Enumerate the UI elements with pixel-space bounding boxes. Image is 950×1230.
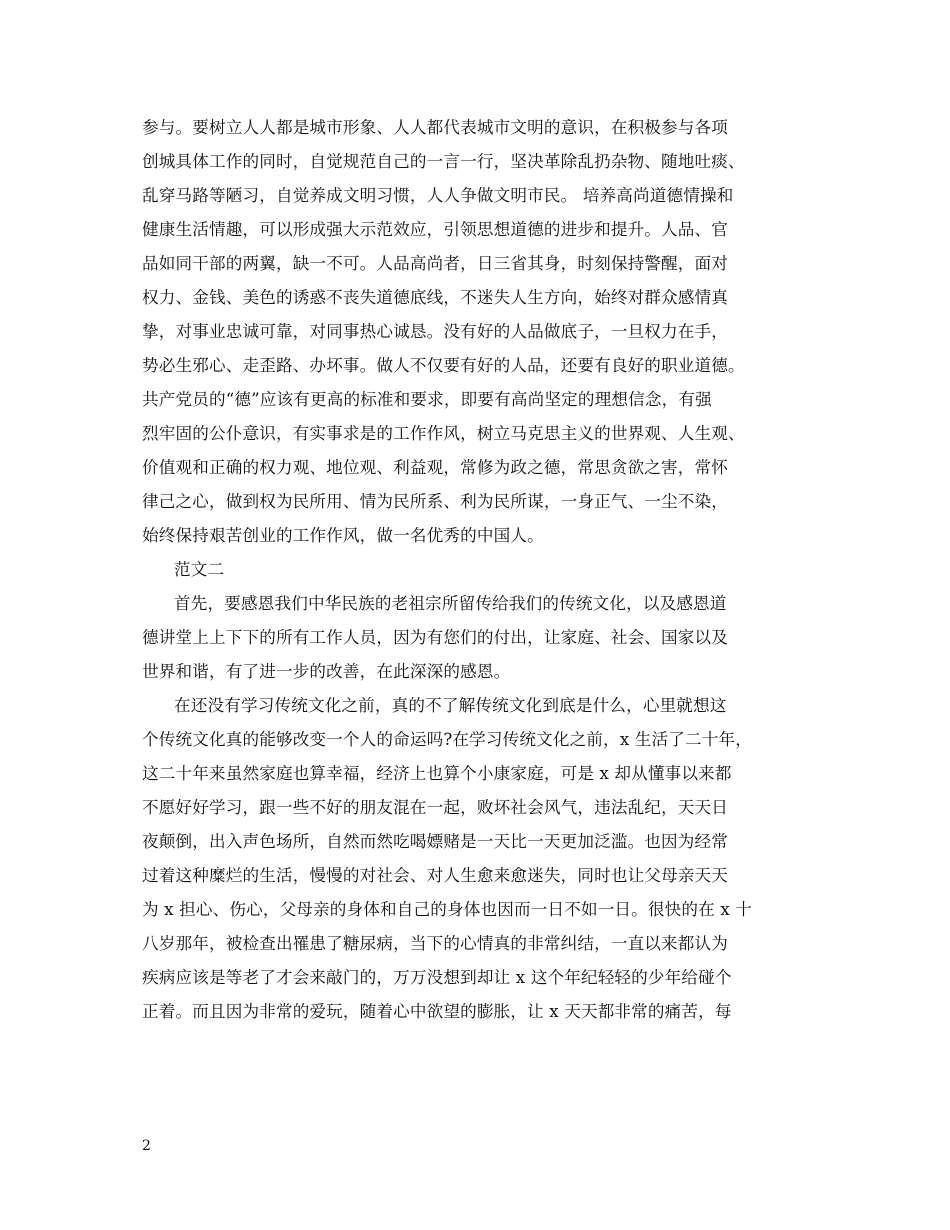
text-line: 世界和谐，有了进一步的改善，在此深深的感恩。 [142, 662, 511, 681]
text-line: 德讲堂上上下下的所有工作人员，因为有您们的付出，让家庭、社会、国家以及 [142, 628, 729, 647]
text-line: 为 x 担心、伤心，父母亲的身体和自己的身体也因而一日不如一日。很快的在 x 十 [142, 900, 753, 919]
text-line: 个传统文化真的能够改变一个人的命运吗?在学习传统文化之前，x 生活了二十年， [142, 730, 753, 749]
text-line: 烈牢固的公仆意识，有实事求是的工作作风，树立马克思主义的世界观、人生观、 [142, 424, 745, 443]
text-line: 势必生邪心、走歪路、办坏事。做人不仅要有好的人品，还要有良好的职业道德。 [142, 356, 745, 375]
text-line: 八岁那年，被检查出罹患了糖尿病，当下的心情真的非常纠结，一直以来都认为 [142, 934, 729, 953]
text-line: 在还没有学习传统文化之前，真的不了解传统文化到底是什么，心里就想这 [174, 696, 727, 715]
text-line: 疾病应该是等老了才会来敲门的，万万没想到却让 x 这个年纪轻轻的少年给碰个 [142, 968, 732, 987]
text-line: 共产党员的“德”应该有更高的标准和要求，即要有高尚坚定的理想信念，有强 [142, 390, 712, 409]
page-number: 2 [142, 1138, 151, 1154]
text-line: 过着这种糜烂的生活，慢慢的对社会、对人生愈来愈迷失，同时也让父母亲天天 [142, 866, 729, 885]
text-line: 首先，要感恩我们中华民族的老祖宗所留传给我们的传统文化，以及感恩道 [174, 594, 727, 613]
text-line: 价值观和正确的权力观、地位观、利益观，常修为政之德，常思贪欲之害，常怀 [142, 458, 729, 477]
text-line: 参与。要树立人人都是城市形象、人人都代表城市文明的意识，在积极参与各项 [142, 118, 729, 137]
text-line: 始终保持艰苦创业的工作作风，做一名优秀的中国人。 [142, 526, 544, 545]
text-line: 范文二 [174, 560, 225, 579]
text-line: 正着。而且因为非常的爱玩，随着心中欲望的膨胀，让 x 天天都非常的痛苦，每 [142, 1002, 732, 1021]
text-line: 夜颠倒，出入声色场所，自然而然吃喝嫖赌是一天比一天更加泛滥。也因为经常 [142, 832, 729, 851]
body-text [142, 111, 828, 1029]
text-line: 乱穿马路等陋习，自觉养成文明习惯，人人争做文明市民。 培养高尚道德情操和 [142, 186, 734, 205]
text-line: 这二十年来虽然家庭也算幸福，经济上也算个小康家庭，可是 x 却从懂事以来都 [142, 764, 732, 783]
text-line: 品如同干部的两翼，缺一不可。人品高尚者，日三省其身，时刻保持警醒，面对 [142, 254, 729, 273]
text-line: 健康生活情趣，可以形成强大示范效应，引领思想道德的进步和提升。人品、官 [142, 220, 729, 239]
text-line: 不愿好好学习，跟一些不好的朋友混在一起，败坏社会风气，违法乱纪，天天日 [142, 798, 729, 817]
text-line: 创城具体工作的同时，自觉规范自己的一言一行，坚决革除乱扔杂物、随地吐痰、 [142, 152, 745, 171]
text-line: 挚，对事业忠诚可靠，对同事热心诚恳。没有好的人品做底子，一旦权力在手， [142, 322, 729, 341]
text-line: 权力、金钱、美色的诱惑不丧失道德底线，不迷失人生方向，始终对群众感情真 [142, 288, 729, 307]
text-line: 律己之心，做到权为民所用、情为民所系、利为民所谋，一身正气、一尘不染， [142, 492, 729, 511]
